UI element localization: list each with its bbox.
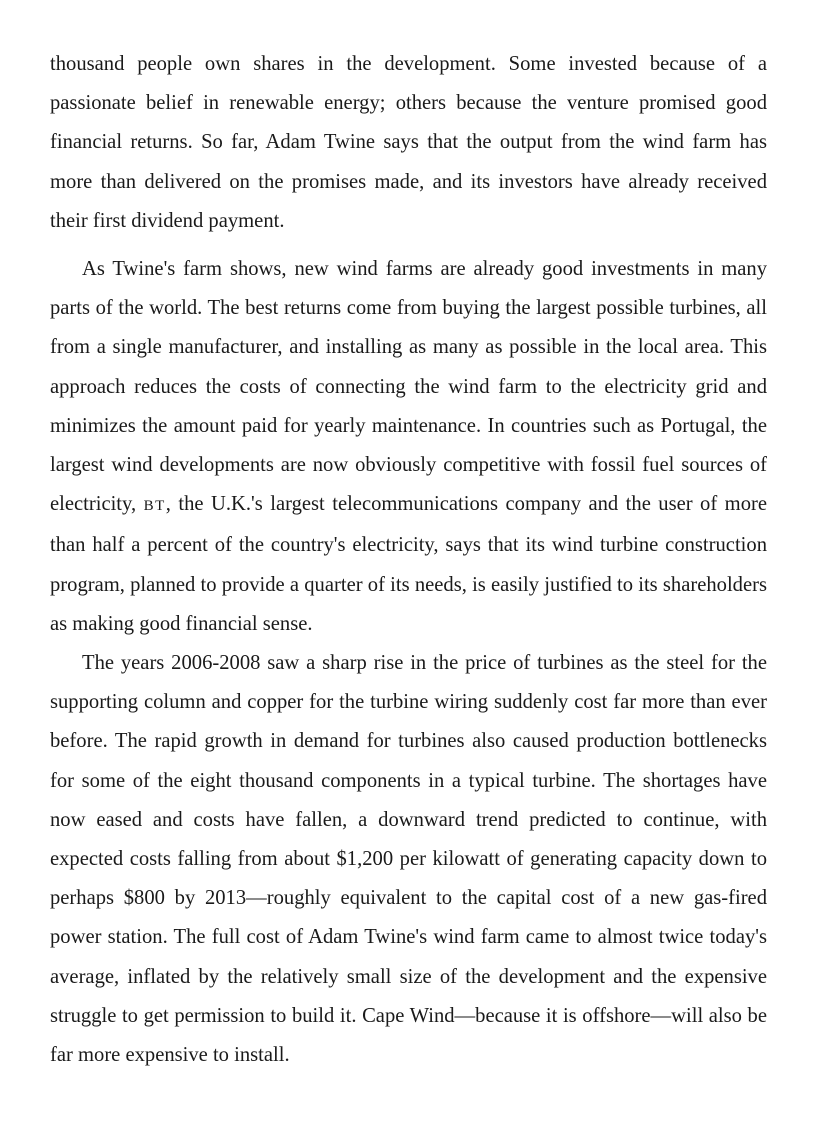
paragraph-2-text-after: , the U.K.'s largest telecommunications company and the user of more than half a percent of the country's electricity, says that its wind turbine construction program, planned to provide a quarter of its needs, is easily justified to its shareholders as making good financial sense.: [50, 493, 767, 635]
paragraph-1: [50, 45, 767, 241]
paragraph-2: [50, 250, 767, 644]
paragraph-3: [50, 644, 767, 1075]
paragraph-3-text: The years 2006-2008 saw a sharp rise in the price of turbines as the steel for the supporting column and copper for the turbine wiring suddenly cost far more than ever before. The rapid growth in demand for turbines also caused production bottlenecks for some of the eight thousand components in a typical turbine. The shortages have now eased and costs have fallen, a downward trend predicted to continue, with expected costs falling from about $1,200 per kilowatt of generating capacity down to perhaps $800 by 2013—roughly equivalent to the capital cost of a new gas-fired power station. The full cost of Adam Twine's wind farm came to almost twice today's average, inflated by the relatively small size of the development and the expensive struggle to get permission to build it. Cape Wind—because it is offshore—will also be far more expensive to install.: [50, 652, 767, 1067]
paragraph-1-text: thousand people own shares in the development. Some invested because of a passionate belief in renewable energy; others because the venture promised good financial returns. So far, Adam Twine says that the output from the wind farm has more than delivered on the promises made, and its investors have already received their first dividend payment.: [50, 53, 767, 232]
paragraph-2-text: As Twine's farm shows, new wind farms are already good investments in many parts of the world. The best returns come from buying the largest possible turbines, all from a single manufacturer, and installing as many as possible in the local area. This approach reduces the costs of connecting the wind farm to the electricity grid and minimizes the amount paid for yearly maintenance. In countries such as Portugal, the largest wind developments are now obviously competitive with fossil fuel sources of electricity,: [50, 258, 767, 516]
company-abbreviation: BT: [143, 498, 166, 515]
document-page: [50, 45, 767, 1075]
